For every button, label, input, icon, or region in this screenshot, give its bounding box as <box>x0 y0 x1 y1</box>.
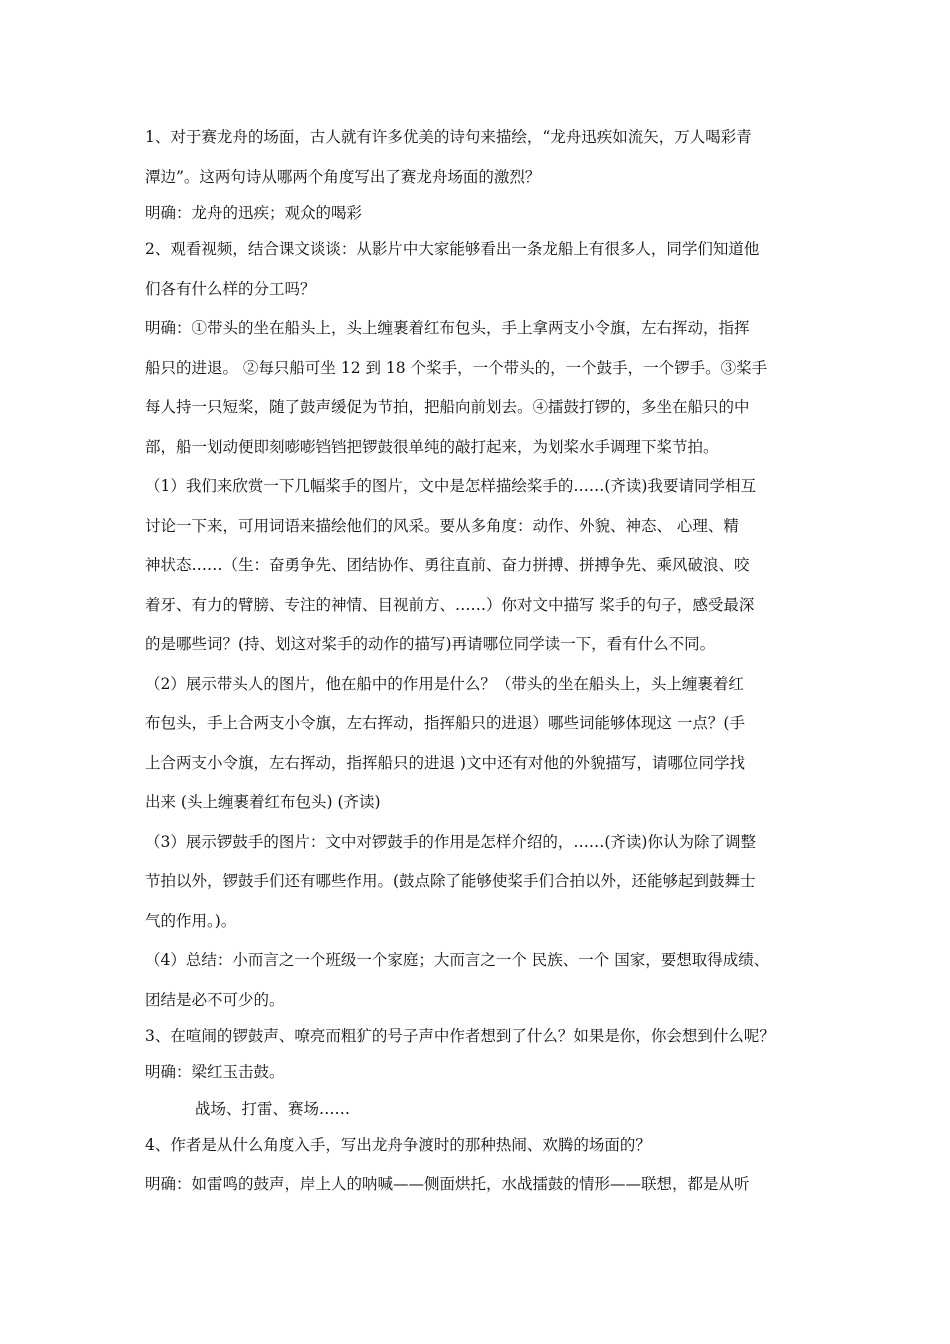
text-line: 明确：①带头的坐在船头上，头上缠裹着红布包头，手上拿两支小令旗，左右挥动，指挥 <box>145 319 750 337</box>
text-line: 的是哪些词？(持、划这对桨手的动作的描写)再请哪位同学读一下，看有什么不同。 <box>145 635 716 653</box>
text-line: （1）我们来欣赏一下几幅桨手的图片，文中是怎样描绘桨手的……(齐读)我要请同学相互 <box>145 477 756 495</box>
text-line: （3）展示锣鼓手的图片：文中对锣鼓手的作用是怎样介绍的，……(齐读)你认为除了调整 <box>145 832 756 851</box>
text-line: 明确：龙舟的迅疾；观众的喝彩 <box>145 204 363 222</box>
text-line: 4、作者是从什么角度入手，写出龙舟争渡时的那种热闹、欢腾的场面的？ <box>145 1135 651 1154</box>
text-line: 气的作用。)。 <box>145 911 237 930</box>
text-line: 上合两支小令旗，左右挥动，指挥船只的进退 )文中还有对他的外貌描写，请哪位同学找 <box>145 753 745 772</box>
text-line: 着牙、有力的臂膀、专注的神情、目视前方、……）你对文中描写 桨手的句子，感受最深 <box>145 595 755 614</box>
text-line: 1、对于赛龙舟的场面，古人就有许多优美的诗句来描绘，“龙舟迅疾如流矢，万人喝彩青 <box>145 128 752 146</box>
text-line: 布包头，手上合两支小令旗，左右挥动，指挥船只的进退）哪些词能够体现这 一点？(手 <box>145 714 745 732</box>
text-line: 部，船一划动便即刻嘭嘭铛铛把锣鼓很单纯的敲打起来，为划桨水手调理下桨节拍。 <box>145 437 719 456</box>
text-line: 神状态……（生：奋勇争先、团结协作、勇往直前、奋力拼搏、拼搏争先、乘风破浪、咬 <box>145 556 750 574</box>
text-line: 船只的进退。 ②每只船可坐 12 到 18 个桨手，一个带头的，一个鼓手，一个锣手。③桨手 <box>145 358 768 377</box>
text-line: 2、观看视频，结合课文谈谈：从影片中大家能够看出一条龙船上有很多人，同学们知道他 <box>145 240 760 258</box>
text-line: 团结是必不可少的。 <box>145 990 285 1009</box>
text-line: 出来 (头上缠裹着红布包头) (齐读) <box>145 793 381 811</box>
text-line: （4）总结：小而言之一个班级一个家庭；大而言之一个 民族、一个 国家，要想取得成绩、 <box>145 951 770 969</box>
text-line: 节拍以外，锣鼓手们还有哪些作用。(鼓点除了能够使桨手们合拍以外，还能够起到鼓舞士 <box>145 872 756 890</box>
document-body <box>145 118 817 1205</box>
text-line: 每人持一只短桨，随了鼓声缓促为节拍，把船向前划去。④擂鼓打锣的，多坐在船只的中 <box>145 398 750 416</box>
text-line: 们各有什么样的分工吗？ <box>145 279 316 298</box>
text-line: 明确：如雷鸣的鼓声，岸上人的呐喊——侧面烘托，水战擂鼓的情形——联想，都是从听 <box>145 1175 750 1193</box>
text-line: 讨论一下来，可用词语来描绘他们的风采。要从多角度：动作、外貌、神态、 心理、精 <box>145 516 739 535</box>
text-line: 战场、打雷、赛场…… <box>195 1099 351 1118</box>
text-line: 3、在喧闹的锣鼓声、嘹亮而粗犷的号子声中作者想到了什么？如果是你，你会想到什么呢？ <box>145 1027 775 1045</box>
text-line: 潭边”。这两句诗从哪两个角度写出了赛龙舟场面的激烈？ <box>145 167 541 186</box>
text-line: 明确：梁红玉击鼓。 <box>145 1063 285 1081</box>
text-line: （2）展示带头人的图片，他在船中的作用是什么？（带头的坐在船头上，头上缠裹着红 <box>145 674 744 693</box>
